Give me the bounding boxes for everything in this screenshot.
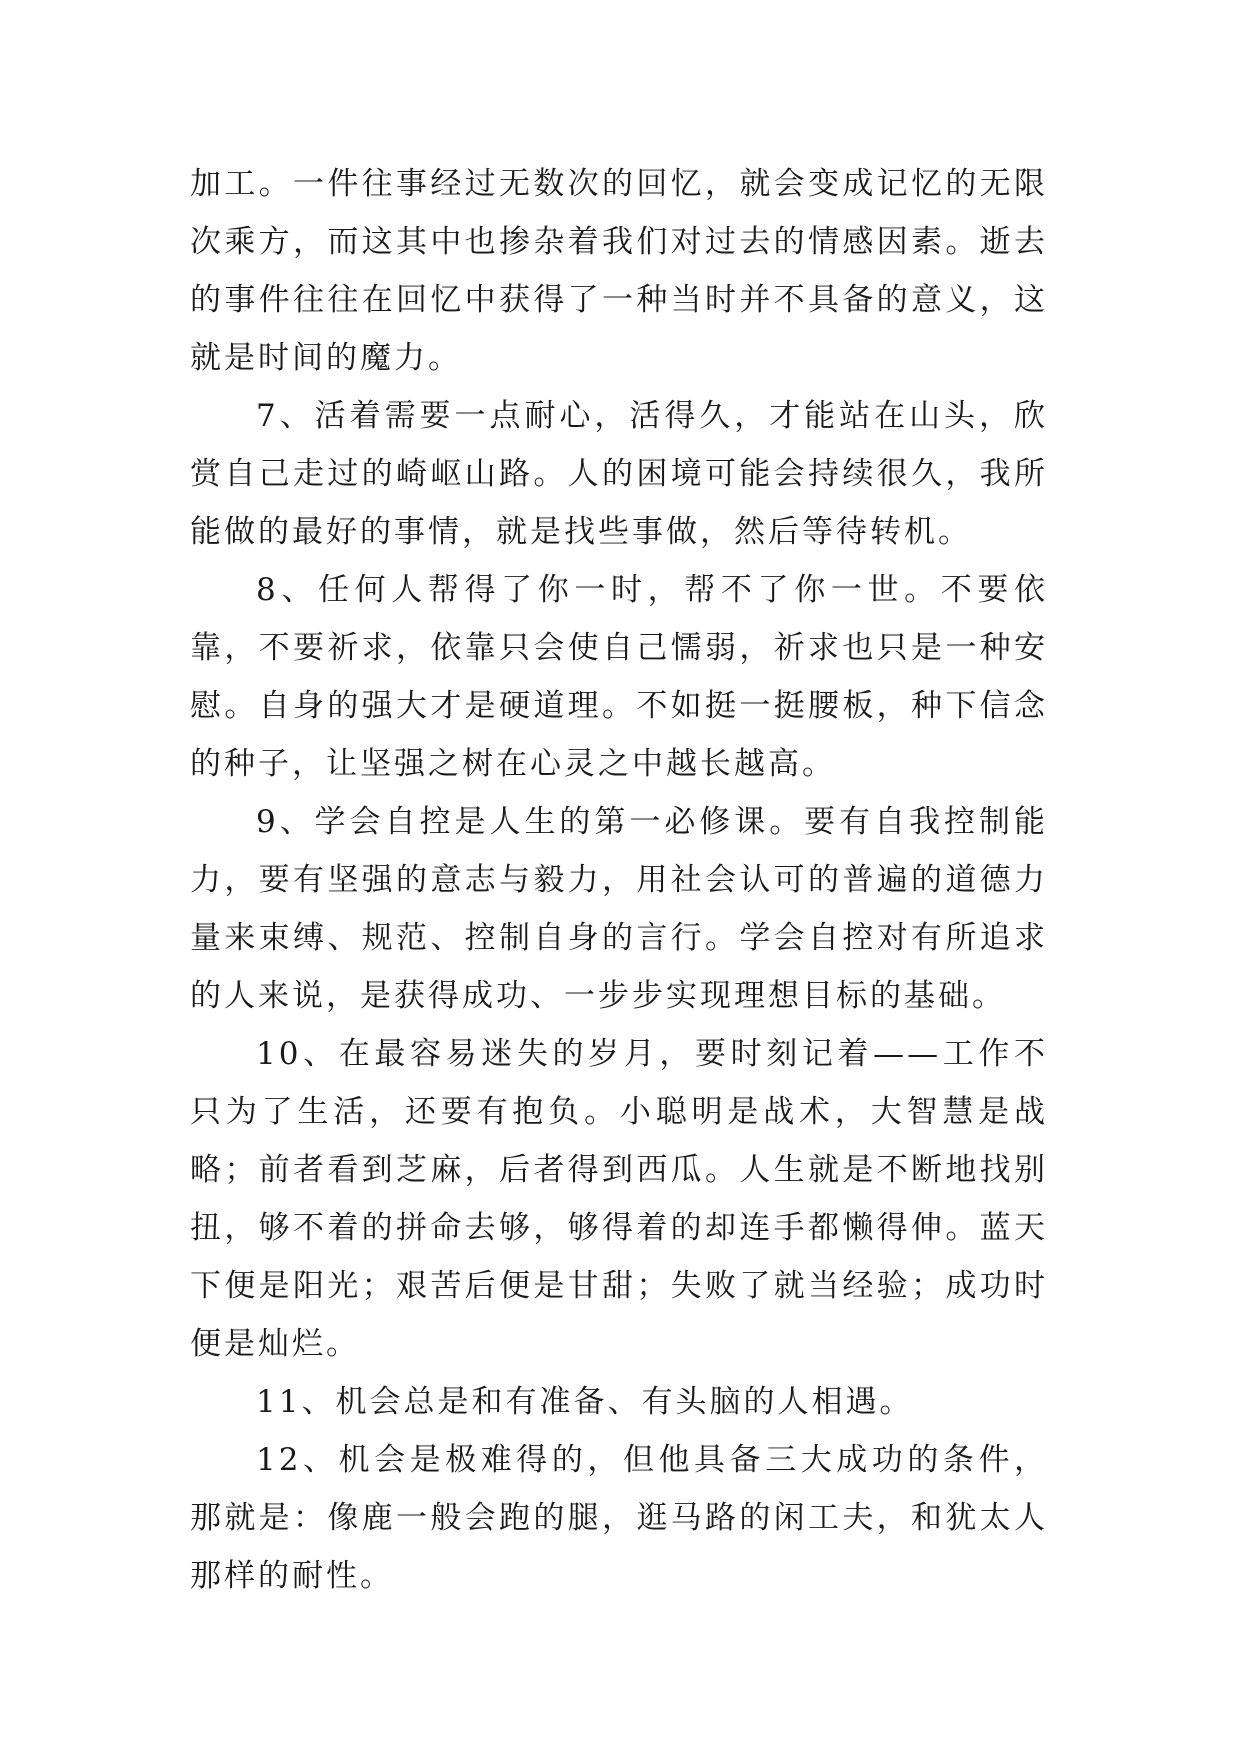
document-body xyxy=(190,155,1048,1605)
paragraph-8: 8、任何人帮得了你一时，帮不了你一世。不要依靠，不要祈求，依靠只会使自己懦弱，祈求也只是一种安慰。自身的强大才是硬道理。不如挺一挺腰板，种下信念的种子，让坚强之树在心灵之中越长越高。 xyxy=(190,572,1048,782)
paragraph-continuation: 加工。一件往事经过无数次的回忆，就会变成记忆的无限次乘方，而这其中也掺杂着我们对过去的情感因素。逝去的事件往往在回忆中获得了一种当时并不具备的意义，这就是时间的魔力。 xyxy=(190,166,1048,376)
paragraph-11: 11、机会总是和有准备、有头脑的人相遇。 xyxy=(256,1384,914,1420)
paragraph-7: 7、活着需要一点耐心，活得久，才能站在山头，欣赏自己走过的崎岖山路。人的困境可能会持续很久，我所能做的最好的事情，就是找些事做，然后等待转机。 xyxy=(190,398,1048,550)
paragraph-12: 12、机会是极难得的，但他具备三大成功的条件，那就是：像鹿一般会跑的腿，逛马路的闲工夫，和犹太人那样的耐性。 xyxy=(190,1442,1048,1594)
paragraph-10: 10、在最容易迷失的岁月，要时刻记着——工作不只为了生活，还要有抱负。小聪明是战术，大智慧是战略；前者看到芝麻，后者得到西瓜。人生就是不断地找别扭，够不着的拼命去够，够得着的却连手都懒得伸。蓝天下便是阳光；艰苦后便是甘甜；失败了就当经验；成功时便是灿烂。 xyxy=(190,1036,1048,1362)
paragraph-9: 9、学会自控是人生的第一必修课。要有自我控制能力，要有坚强的意志与毅力，用社会认可的普遍的道德力量来束缚、规范、控制自身的言行。学会自控对有所追求的人来说，是获得成功、一步步实现理想目标的基础。 xyxy=(190,804,1048,1014)
